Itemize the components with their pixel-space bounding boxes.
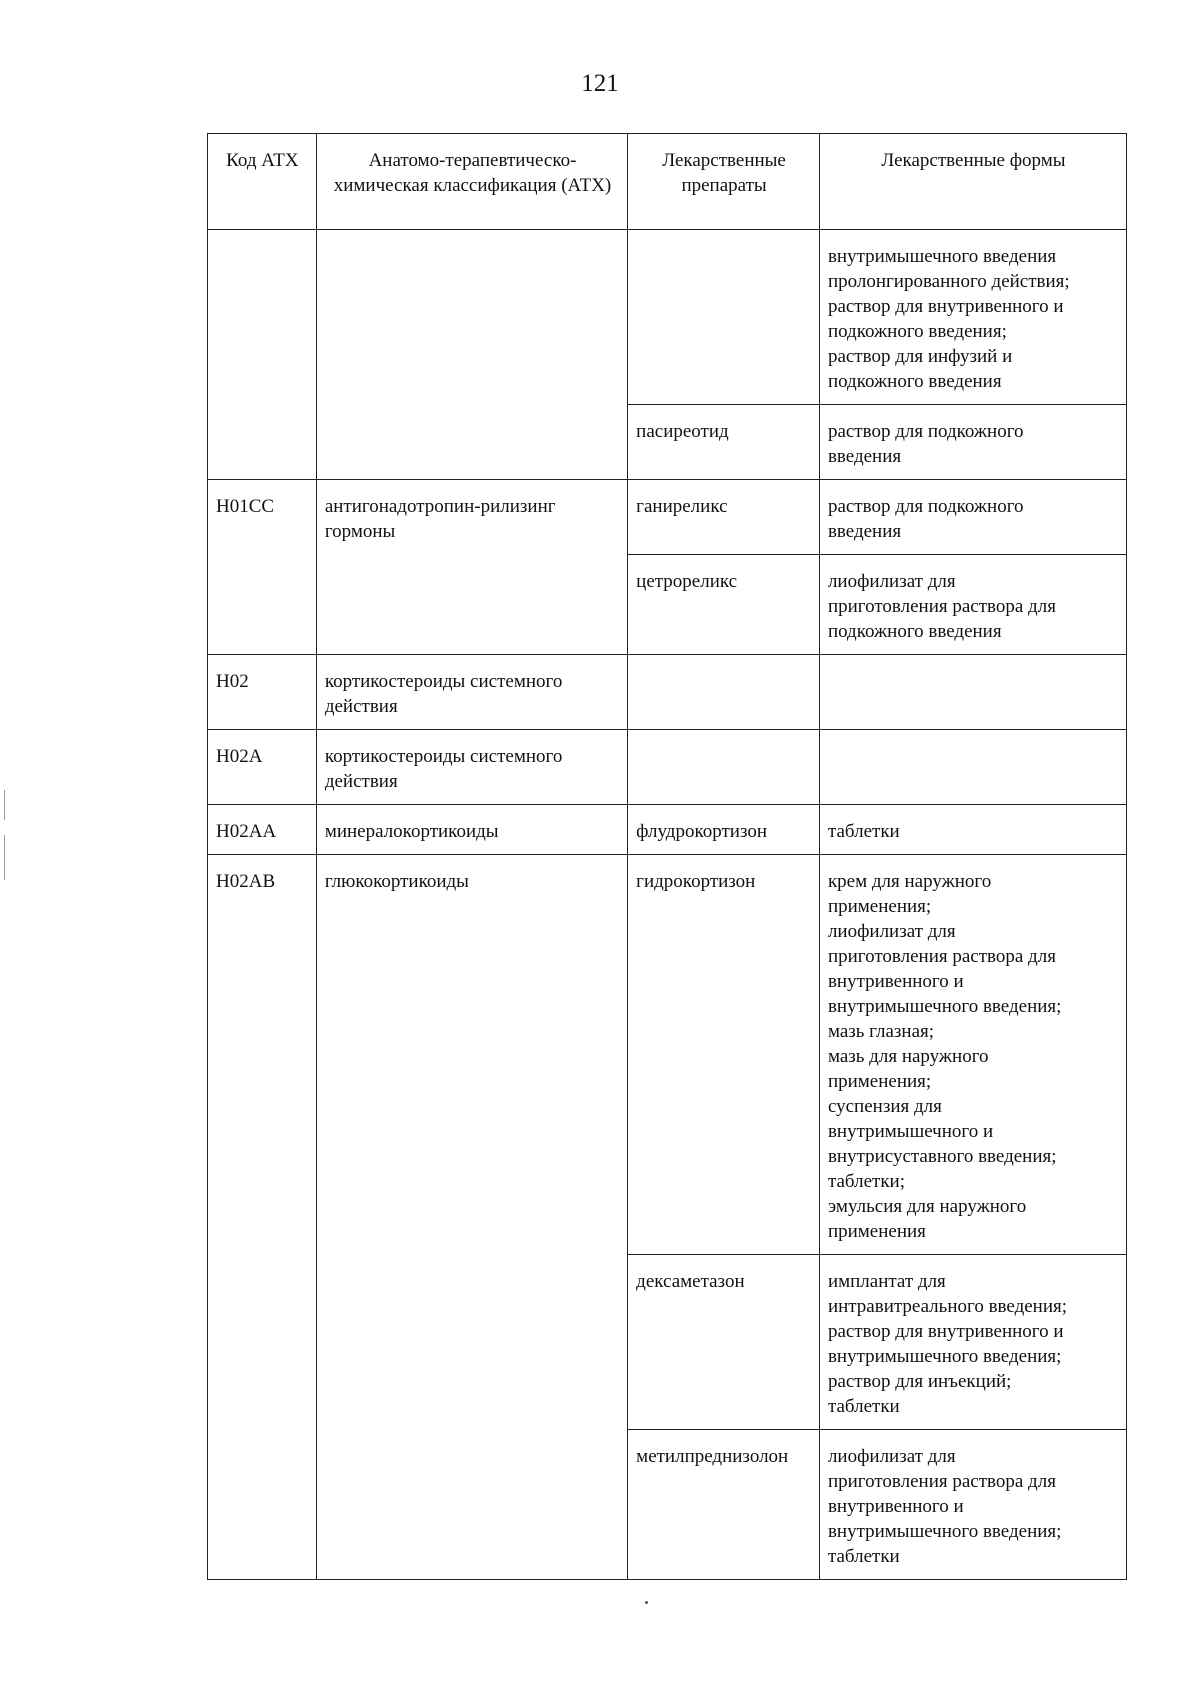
drug-cell: дексаметазон xyxy=(628,1255,820,1430)
drug-cell xyxy=(628,730,820,805)
table-row xyxy=(208,655,1127,730)
drug-cell: цетрореликс xyxy=(628,555,820,655)
forms-cell xyxy=(819,655,1126,730)
drug-cell: ганиреликс xyxy=(628,480,820,555)
drug-cell: метилпреднизолон xyxy=(628,1430,820,1580)
classification-cell: антигонадотропин-рилизинг гормоны xyxy=(316,480,627,655)
forms-cell: раствор для подкожного введения xyxy=(819,480,1126,555)
forms-cell: крем для наружного применения; лиофилизат для приготовления раствора для внутривенного и внутримышечного введения; мазь глазная; мазь для наружного применения; суспензия для внутримышечного и внутрисуставного введения; таблетки; эмульсия для наружного применения xyxy=(819,855,1126,1255)
table-row xyxy=(208,480,1127,555)
table-row xyxy=(208,230,1127,405)
drug-cell: пасиреотид xyxy=(628,405,820,480)
classification-cell: кортикостероиды системного действия xyxy=(316,730,627,805)
forms-cell: раствор для подкожного введения xyxy=(819,405,1126,480)
scan-dot xyxy=(645,1601,648,1604)
header-code: Код АТХ xyxy=(208,134,317,230)
code-cell: H02AA xyxy=(208,805,317,855)
header-forms: Лекарственные формы xyxy=(819,134,1126,230)
forms-cell: таблетки xyxy=(819,805,1126,855)
drug-cell xyxy=(628,230,820,405)
classification-cell: минералокортикоиды xyxy=(316,805,627,855)
forms-cell xyxy=(819,730,1126,805)
forms-cell: лиофилизат для приготовления раствора для внутривенного и внутримышечного введения; таблетки xyxy=(819,1430,1126,1580)
header-drugs: Лекарственные препараты xyxy=(628,134,820,230)
header-classification: Анатомо-терапевтическо-химическая классификация (АТХ) xyxy=(316,134,627,230)
forms-cell: лиофилизат для приготовления раствора для подкожного введения xyxy=(819,555,1126,655)
atx-classification-table xyxy=(207,133,1127,1580)
forms-cell: имплантат для интравитреального введения; раствор для внутривенного и внутримышечного введения; раствор для инъекций; таблетки xyxy=(819,1255,1126,1430)
page-number: 121 xyxy=(581,70,619,97)
table-row xyxy=(208,855,1127,1255)
scan-margin-line xyxy=(4,835,5,880)
scan-margin-line xyxy=(4,790,5,820)
code-cell: H02 xyxy=(208,655,317,730)
table-row xyxy=(208,805,1127,855)
forms-cell: внутримышечного введения пролонгированного действия; раствор для внутривенного и подкожного введения; раствор для инфузий и подкожного введения xyxy=(819,230,1126,405)
classification-cell: кортикостероиды системного действия xyxy=(316,655,627,730)
table-row xyxy=(208,730,1127,805)
code-cell: H01CC xyxy=(208,480,317,655)
table-header-row xyxy=(208,134,1127,230)
classification-cell: глюкокортикоиды xyxy=(316,855,627,1580)
drug-cell: флудрокортизон xyxy=(628,805,820,855)
code-cell: H02A xyxy=(208,730,317,805)
drug-cell xyxy=(628,655,820,730)
drug-cell: гидрокортизон xyxy=(628,855,820,1255)
classification-cell xyxy=(316,230,627,480)
code-cell: H02AB xyxy=(208,855,317,1580)
code-cell xyxy=(208,230,317,480)
